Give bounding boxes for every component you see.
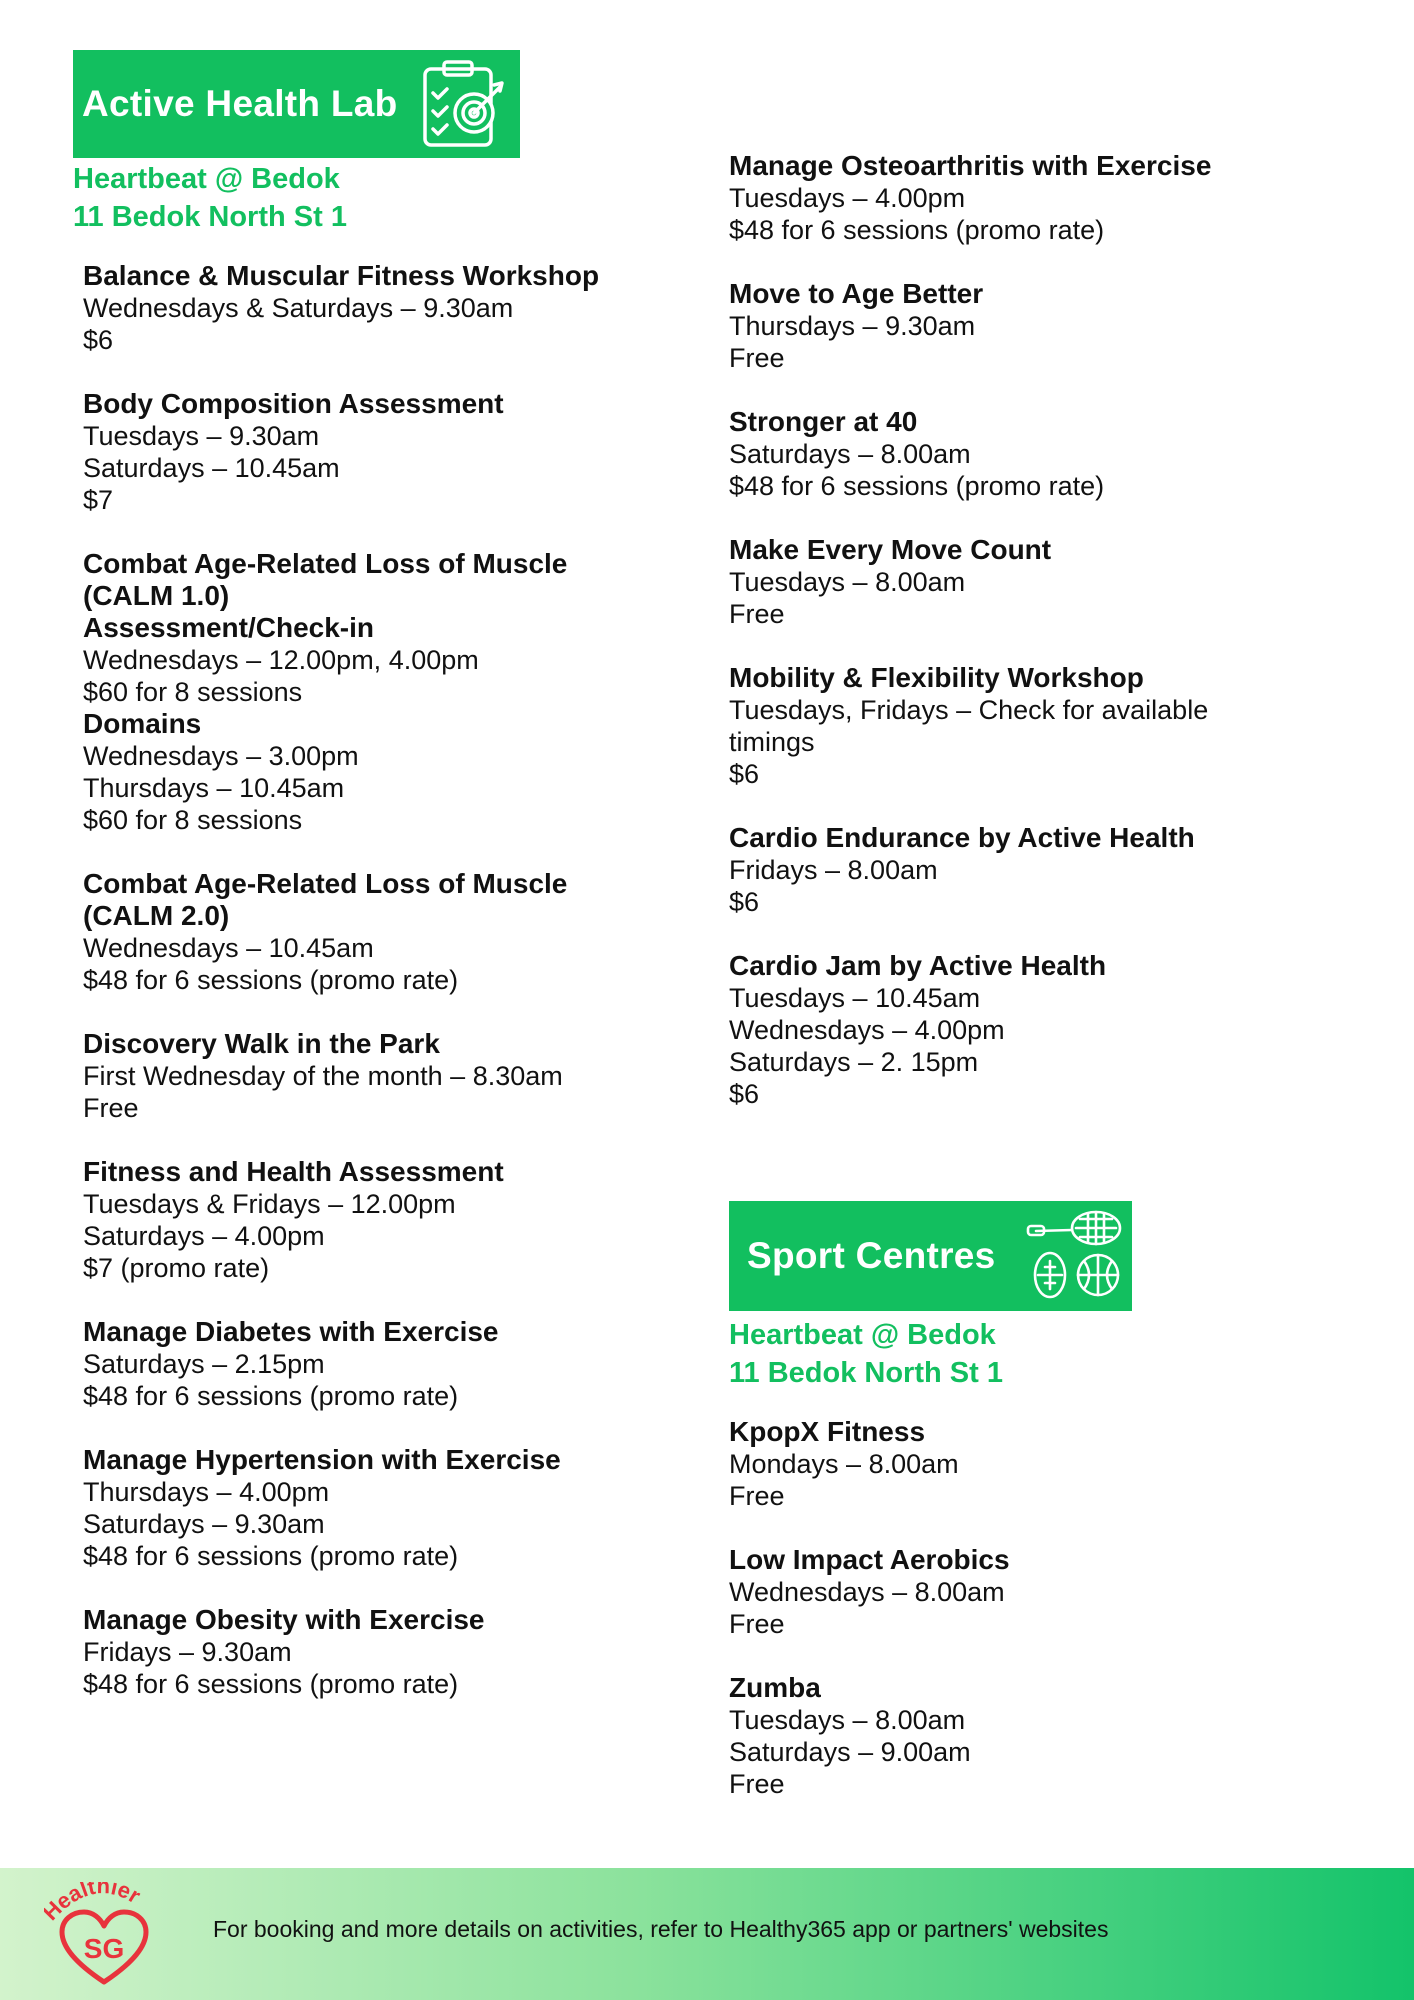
activity-title: (CALM 2.0) [83, 900, 230, 931]
activity-line: $6 [729, 759, 760, 789]
activity-fitness-assessment [83, 1156, 673, 1284]
venue-name: Heartbeat @ Bedok [729, 1319, 996, 1351]
activity-line: Wednesdays – 10.45am [83, 933, 374, 963]
activity-title: KpopX Fitness [729, 1416, 926, 1447]
activity-line: Tuesdays, Fridays – Check for available timings [729, 695, 1209, 757]
logo-mark: SG [83, 1933, 125, 1964]
activity-mobility-workshop [729, 662, 1369, 790]
activity-line: Free [729, 343, 785, 373]
activity-line: Free [83, 1093, 139, 1123]
activity-low-impact-aerobics [729, 1544, 1369, 1640]
venue-address: 11 Bedok North St 1 [729, 1357, 1003, 1389]
activity-title: Stronger at 40 [729, 406, 918, 437]
activity-line: Thursdays – 10.45am [83, 773, 345, 803]
footer-bar [0, 1868, 1414, 2000]
banner-title: Active Health Lab [82, 83, 398, 124]
svg-text:Healthier [44, 1882, 145, 1925]
activity-title: Manage Diabetes with Exercise [83, 1316, 499, 1347]
activity-title: Manage Osteoarthritis with Exercise [729, 150, 1212, 181]
activity-cardio-endurance [729, 822, 1369, 918]
logo-word: ealthier [50, 1882, 146, 1915]
activity-line: Tuesdays – 10.45am [729, 983, 981, 1013]
activity-title: Combat Age-Related Loss of Muscle [83, 868, 568, 899]
activity-title: Fitness and Health Assessment [83, 1156, 504, 1187]
activity-line: Saturdays – 2.15pm [83, 1349, 325, 1379]
left-column [73, 50, 673, 1732]
activity-title: Zumba [729, 1672, 821, 1703]
activity-line: $60 for 8 sessions [83, 805, 303, 835]
activity-subheading: Assessment/Check-in [83, 612, 375, 643]
activity-title: Balance & Muscular Fitness Workshop [83, 260, 600, 291]
activity-manage-obesity [83, 1604, 673, 1700]
sports-balls-icon [1026, 1209, 1126, 1303]
activity-line: $60 for 8 sessions [83, 677, 303, 707]
activity-body-composition [83, 388, 673, 516]
activity-line: Free [729, 599, 785, 629]
activity-title: Manage Hypertension with Exercise [83, 1444, 561, 1475]
activity-line: Mondays – 8.00am [729, 1449, 959, 1479]
activity-line: Saturdays – 9.00am [729, 1737, 971, 1767]
heart-logo-icon [44, 1882, 174, 1997]
banner-title: Sport Centres [747, 1235, 996, 1276]
venue-address: 11 Bedok North St 1 [73, 201, 347, 233]
activity-line: $48 for 6 sessions (promo rate) [83, 965, 459, 995]
lab-venue [73, 160, 673, 236]
activity-title: Mobility & Flexibility Workshop [729, 662, 1144, 693]
activity-title: (CALM 1.0) [83, 580, 230, 611]
activity-line: Tuesdays – 8.00am [729, 1705, 966, 1735]
activity-line: $48 for 6 sessions (promo rate) [729, 215, 1105, 245]
sport-venue [729, 1316, 1369, 1392]
activity-line: Wednesdays – 3.00pm [83, 741, 359, 771]
activity-calm-1 [83, 548, 673, 836]
activity-title: Low Impact Aerobics [729, 1544, 1010, 1575]
activity-line: Saturdays – 8.00am [729, 439, 971, 469]
activity-line: $48 for 6 sessions (promo rate) [729, 471, 1105, 501]
activity-line: $48 for 6 sessions (promo rate) [83, 1541, 459, 1571]
activity-line: $6 [729, 887, 760, 917]
activity-line: Saturdays – 4.00pm [83, 1221, 325, 1251]
activity-line: Thursdays – 9.30am [729, 311, 976, 341]
right-column [729, 150, 1369, 1832]
activity-line: Free [729, 1769, 785, 1799]
activity-title: Move to Age Better [729, 278, 984, 309]
activity-balance-workshop [83, 260, 673, 356]
activity-title: Cardio Jam by Active Health [729, 950, 1107, 981]
activity-calm-2 [83, 868, 673, 996]
activity-line: Fridays – 9.30am [83, 1637, 292, 1667]
activity-line: Tuesdays – 9.30am [83, 421, 320, 451]
activity-line: Tuesdays – 4.00pm [729, 183, 966, 213]
activity-line: $6 [729, 1079, 760, 1109]
activity-cardio-jam [729, 950, 1369, 1110]
activity-title: Make Every Move Count [729, 534, 1052, 565]
activity-line: Tuesdays – 8.00am [729, 567, 966, 597]
activity-line: $6 [83, 325, 114, 355]
activity-line: First Wednesday of the month – 8.30am [83, 1061, 563, 1091]
activity-line: Wednesdays – 8.00am [729, 1577, 1005, 1607]
activity-line: Wednesdays & Saturdays – 9.30am [83, 293, 514, 323]
activity-line: $7 (promo rate) [83, 1253, 270, 1283]
activity-title: Combat Age-Related Loss of Muscle [83, 548, 568, 579]
activity-title: Discovery Walk in the Park [83, 1028, 440, 1059]
activity-zumba [729, 1672, 1369, 1800]
activity-move-to-age-better [729, 278, 1369, 374]
activity-line: Wednesdays – 4.00pm [729, 1015, 1005, 1045]
activity-line: Saturdays – 9.30am [83, 1509, 325, 1539]
activity-manage-diabetes [83, 1316, 673, 1412]
activity-make-every-move-count [729, 534, 1369, 630]
activity-title: Cardio Endurance by Active Health [729, 822, 1195, 853]
activity-manage-hypertension [83, 1444, 673, 1572]
activity-line: Thursdays – 4.00pm [83, 1477, 330, 1507]
activity-line: $48 for 6 sessions (promo rate) [83, 1381, 459, 1411]
sport-centres-banner [729, 1201, 1132, 1311]
active-health-lab-banner [73, 50, 520, 158]
venue-name: Heartbeat @ Bedok [73, 163, 340, 195]
activity-line: Saturdays – 10.45am [83, 453, 340, 483]
activity-line: Free [729, 1481, 785, 1511]
activity-stronger-at-40 [729, 406, 1369, 502]
activity-kpopx-fitness [729, 1416, 1369, 1512]
activity-manage-osteoarthritis [729, 150, 1369, 246]
activity-discovery-walk [83, 1028, 673, 1124]
activity-title: Manage Obesity with Exercise [83, 1604, 485, 1635]
footer-note: For booking and more details on activities, refer to Healthy365 app or partners' websites [213, 1916, 1109, 1942]
activity-subheading: Domains [83, 708, 202, 739]
activity-line: Free [729, 1609, 785, 1639]
activity-line: Tuesdays & Fridays – 12.00pm [83, 1189, 456, 1219]
activity-line: $7 [83, 485, 114, 515]
activity-title: Body Composition Assessment [83, 388, 504, 419]
activity-line: Fridays – 8.00am [729, 855, 938, 885]
clipboard-target-icon [420, 59, 508, 149]
activity-line: Wednesdays – 12.00pm, 4.00pm [83, 645, 479, 675]
activity-line: Saturdays – 2. 15pm [729, 1047, 979, 1077]
activity-line: $48 for 6 sessions (promo rate) [83, 1669, 459, 1699]
